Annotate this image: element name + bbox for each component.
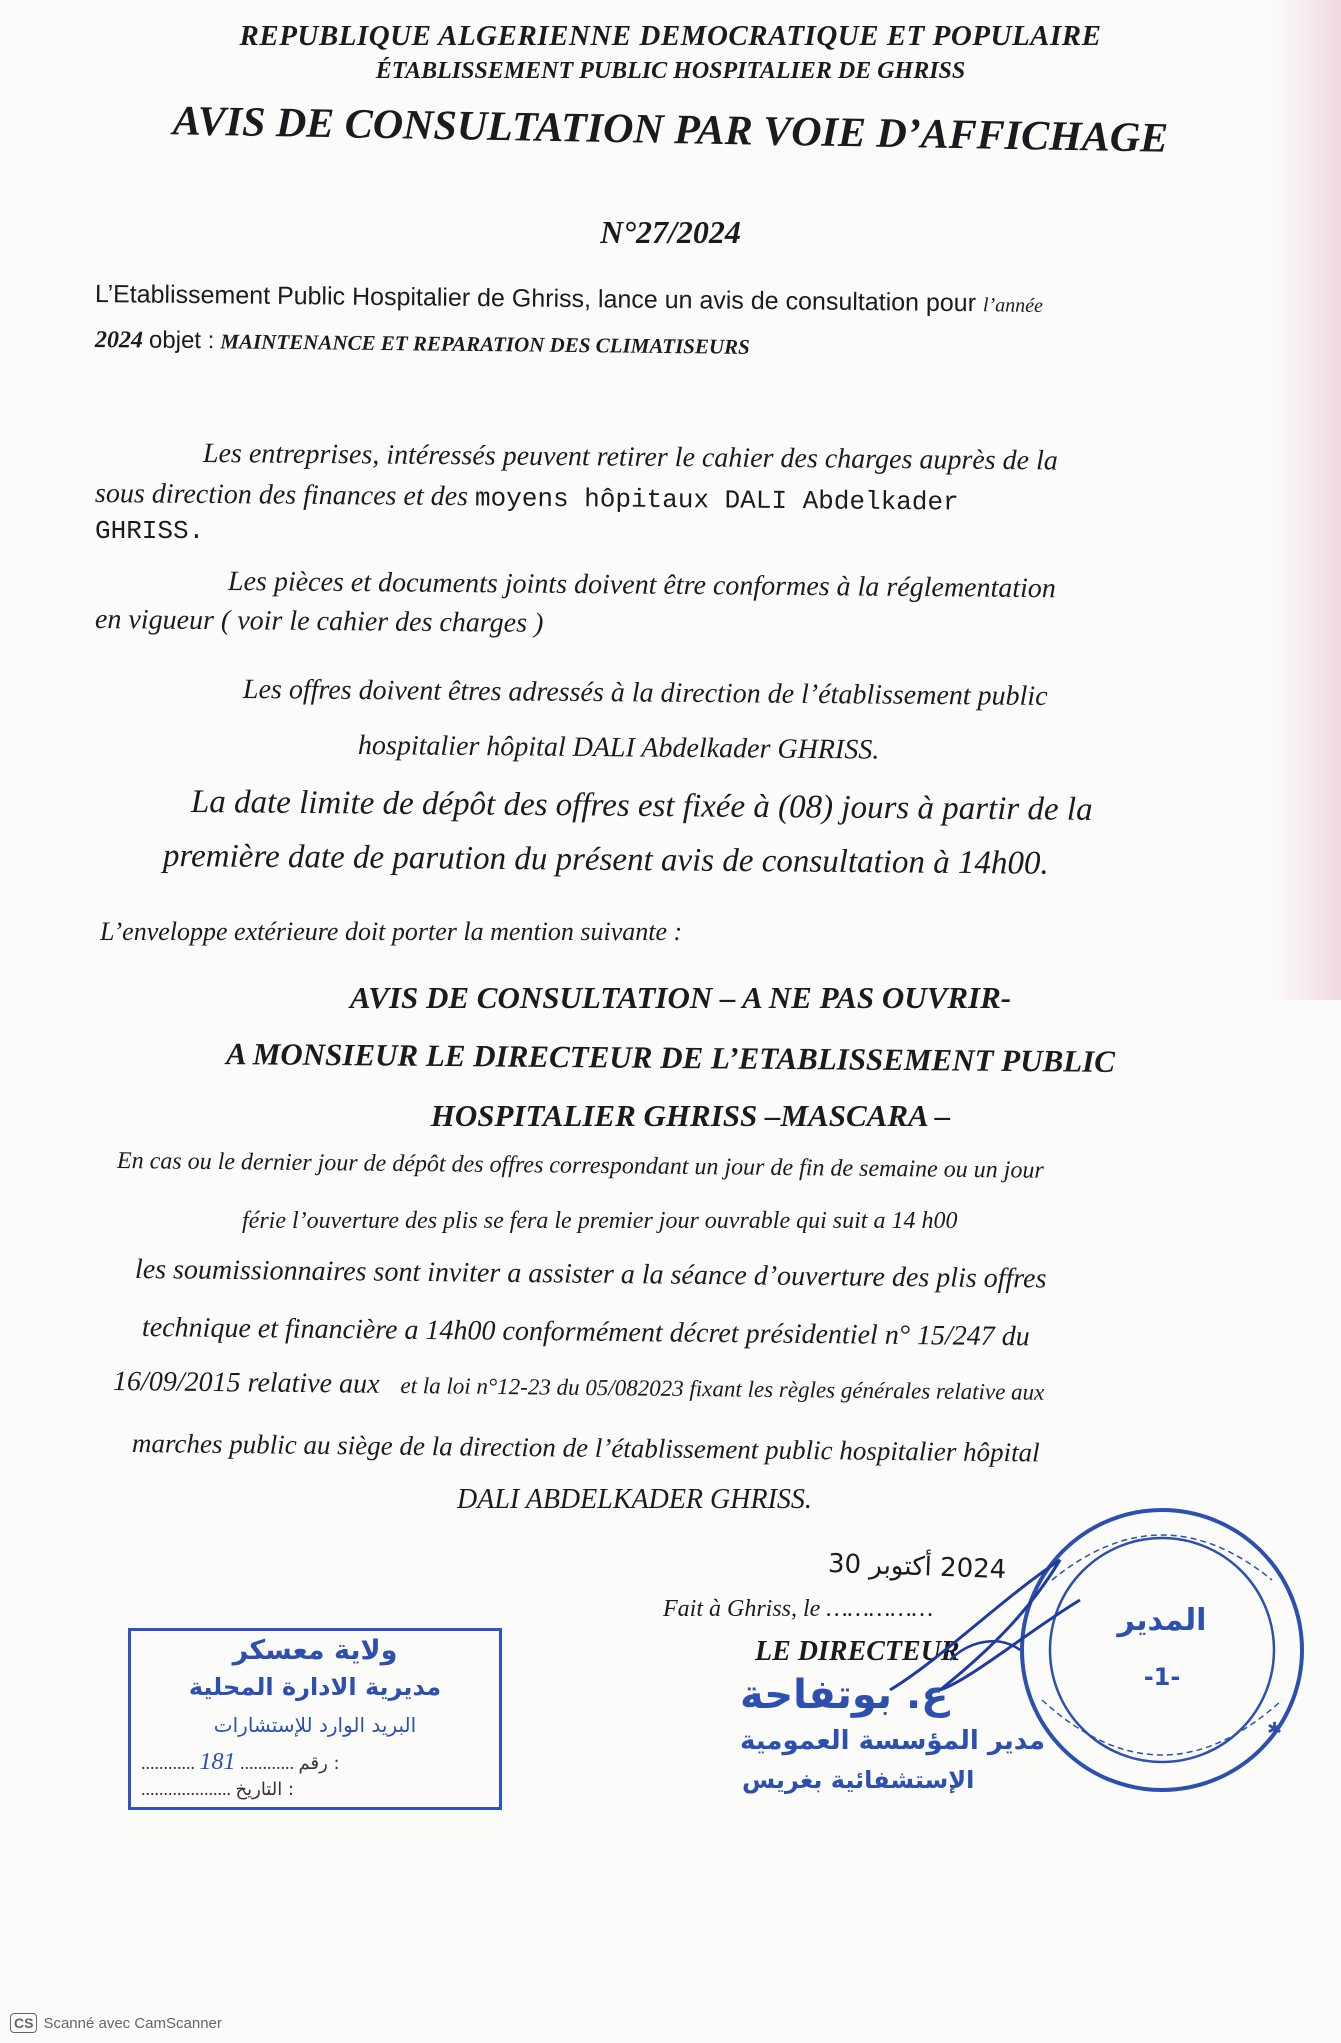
stamp-role-text: المدير <box>1117 1603 1207 1638</box>
director-role-stamp-1: مدير المؤسسة العمومية <box>740 1726 1045 1756</box>
fait-a-line: Fait à Ghriss, le …………… <box>663 1596 934 1622</box>
director-name-stamp: ع. بوتفاحة <box>740 1672 949 1718</box>
p6-line1: En cas ou le dernier jour de dépôt des offres correspondant un jour de fin de semaine ou un jour <box>116 1148 1044 1184</box>
stamp-date-row: .................... التاريخ : <box>141 1779 295 1800</box>
p7-line3: 16/09/2015 relative aux et la loi n°12-23 du 05/082023 fixant les règles générales relative aux <box>112 1366 1045 1405</box>
p7-line5: DALI ABDELKADER GHRISS. <box>457 1484 812 1515</box>
director-title: LE DIRECTEUR <box>755 1636 960 1667</box>
p3-line1: Les offres doivent êtres adressés à la direction de l’établissement public <box>242 674 1048 713</box>
p6-line2: férie l’ouverture des plis se fera le premier jour ouvrable qui suit a 14 h00 <box>242 1208 958 1234</box>
p1-line3: GHRISS. <box>95 516 205 546</box>
objet-value: MAINTENANCE ET REPARATION DES CLIMATISEURS <box>220 329 750 359</box>
mention-line2: A MONSIEUR LE DIRECTEUR DE L’ETABLISSEMENT PUBLIC <box>225 1036 1116 1079</box>
stamp-number-value: 181 <box>199 1749 236 1775</box>
mention-line3: HOSPITALIER GHRISS –MASCARA – <box>430 1098 951 1133</box>
stamp-number-row: ............ 181 ............ رقم : <box>141 1749 340 1775</box>
p7-line2: technique et financière a 14h00 conformément décret présidentiel n° 15/247 du <box>141 1312 1030 1353</box>
p1-line2: sous direction des finances et des moyens hôpitaux DALI Abdelkader <box>94 478 959 518</box>
p7-line1: les soumissionnaires sont inviter a assister a la séance d’ouverture des plis offres <box>134 1254 1047 1295</box>
p2-line1: Les pièces et documents joints doivent être conformes à la réglementation <box>227 566 1057 605</box>
handwritten-date: 2024 أكتوبر 30 <box>827 1548 1007 1586</box>
handwritten-signature <box>880 1540 1090 1730</box>
stamp-mail: البريد الوارد للإستشارات <box>213 1713 417 1737</box>
stamp-mark-text: -1- <box>1143 1663 1181 1691</box>
document-title: AVIS DE CONSULTATION PAR VOIE D’AFFICHAGE <box>172 98 1169 162</box>
reception-stamp <box>128 1628 502 1810</box>
deadline-line2: première date de parution du présent avis de consultation à 14h00. <box>162 838 1049 882</box>
notice-number: N°27/2024 <box>600 214 741 250</box>
p2-line2: en vigueur ( voir le cahier des charges ) <box>94 604 544 639</box>
republic-heading: REPUBLIQUE ALGERIENNE DEMOCRATIQUE ET POPULAIRE <box>239 20 1102 52</box>
deadline-line1: La date limite de dépôt des offres est fixée à (08) jours à partir de la <box>190 784 1093 828</box>
mention-line1: AVIS DE CONSULTATION – A NE PAS OUVRIR- <box>349 980 1012 1015</box>
establishment-heading: ÉTABLISSEMENT PUBLIC HOSPITALIER DE GHRISS <box>375 58 966 84</box>
objet-line: 2024 objet : MAINTENANCE ET REPARATION DES CLIMATISEURS <box>94 326 750 359</box>
intro-line: L’Etablissement Public Hospitalier de Ghriss, lance un avis de consultation pour l’année <box>94 280 1044 318</box>
p3-line2: hospitalier hôpital DALI Abdelkader GHRISS. <box>357 730 880 766</box>
stamp-star: ✱ <box>1267 1719 1283 1739</box>
p7-line4: marches public au siège de la direction de l’établissement public hospitalier hôpital <box>131 1428 1040 1468</box>
envelope-instruction: L’enveloppe extérieure doit porter la mention suivante : <box>100 917 683 946</box>
director-role-stamp-2: الإستشفائية بغريس <box>742 1766 975 1794</box>
scanner-footer <box>10 2013 222 2033</box>
stamp-wilaya: ولاية معسكر <box>232 1635 398 1666</box>
p1-line1: Les entreprises, intéressés peuvent retirer le cahier des charges auprès de la <box>202 438 1058 477</box>
camscanner-logo: CS <box>10 2013 37 2033</box>
stamp-directorate: مديرية الادارة المحلية <box>188 1673 442 1701</box>
scanner-text: Scanné avec CamScanner <box>43 2014 222 2032</box>
